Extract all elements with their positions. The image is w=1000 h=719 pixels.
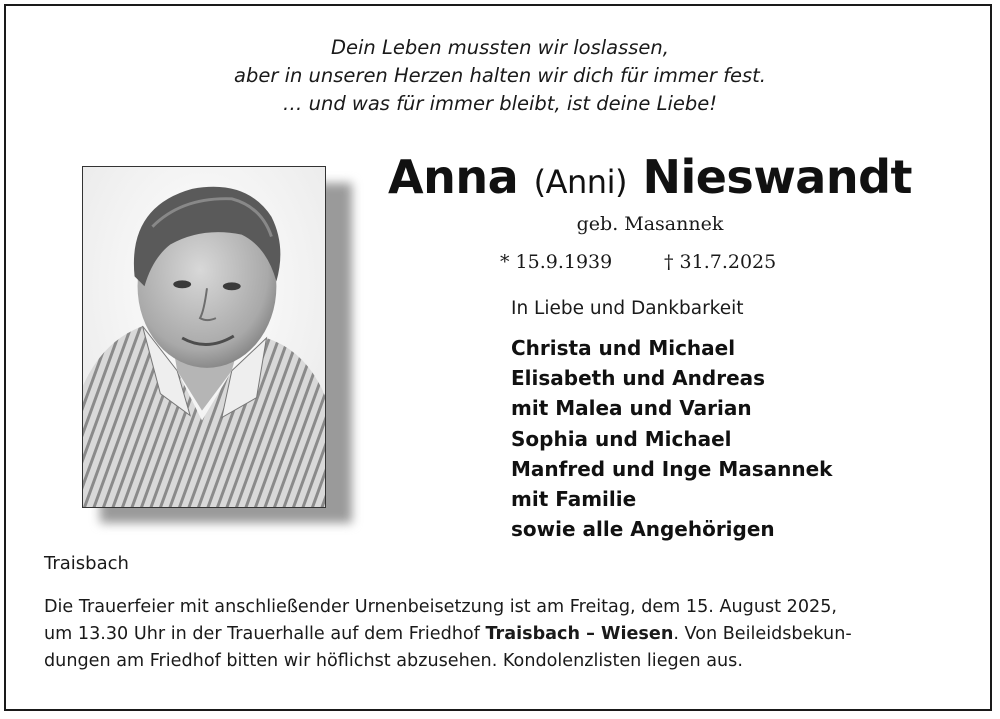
mourners-intro: In Liebe und Dankbarkeit: [511, 298, 744, 319]
verse-line: Dein Leben mussten wir loslassen,: [331, 36, 669, 59]
portrait-photo: [82, 166, 326, 508]
last-name: Nieswandt: [642, 150, 913, 204]
verse-line: … und was für immer bleibt, ist deine Liebe!: [282, 92, 718, 115]
mourner-line: Elisabeth und Andreas: [511, 366, 766, 391]
notice-line: dungen am Friedhof bitten wir höflichst abzusehen. Kondolenzlisten liegen aus.: [44, 651, 743, 671]
mourner-line: mit Familie: [511, 487, 637, 512]
mourners-list: [511, 333, 832, 544]
deceased-name: [300, 148, 1000, 211]
cemetery-name: Traisbach – Wiesen: [485, 624, 674, 644]
birth-name: geb. Masannek: [576, 213, 724, 235]
funeral-notice: [44, 594, 964, 675]
mourner-line: Manfred und Inge Masannek: [511, 456, 833, 481]
mourner-line: Christa und Michael: [511, 336, 736, 360]
notice-text: um 13.30 Uhr in der Trauerhalle auf dem Friedhof: [44, 624, 486, 644]
birth-date: * 15.9.1939: [500, 251, 613, 273]
first-name: Anna: [387, 150, 519, 204]
notice-line: [44, 621, 964, 648]
mourner-line: sowie alle Angehörigen: [511, 517, 775, 542]
notice-line: Die Trauerfeier mit anschließender Urnenbeisetzung ist am Freitag, dem 15. August 2025,: [44, 597, 838, 617]
mourner-line: mit Malea und Varian: [511, 396, 752, 421]
death-date: † 31.7.2025: [664, 251, 777, 273]
mourner-line: Sophia und Michael: [511, 426, 732, 451]
notice-text: . Von Beileidsbekun-: [673, 624, 852, 644]
nickname: (Anni): [533, 163, 627, 201]
place-name: Traisbach: [44, 553, 129, 574]
verse-line: aber in unseren Herzen halten wir dich für immer fest.: [234, 64, 766, 87]
memorial-verse: [0, 34, 1000, 118]
